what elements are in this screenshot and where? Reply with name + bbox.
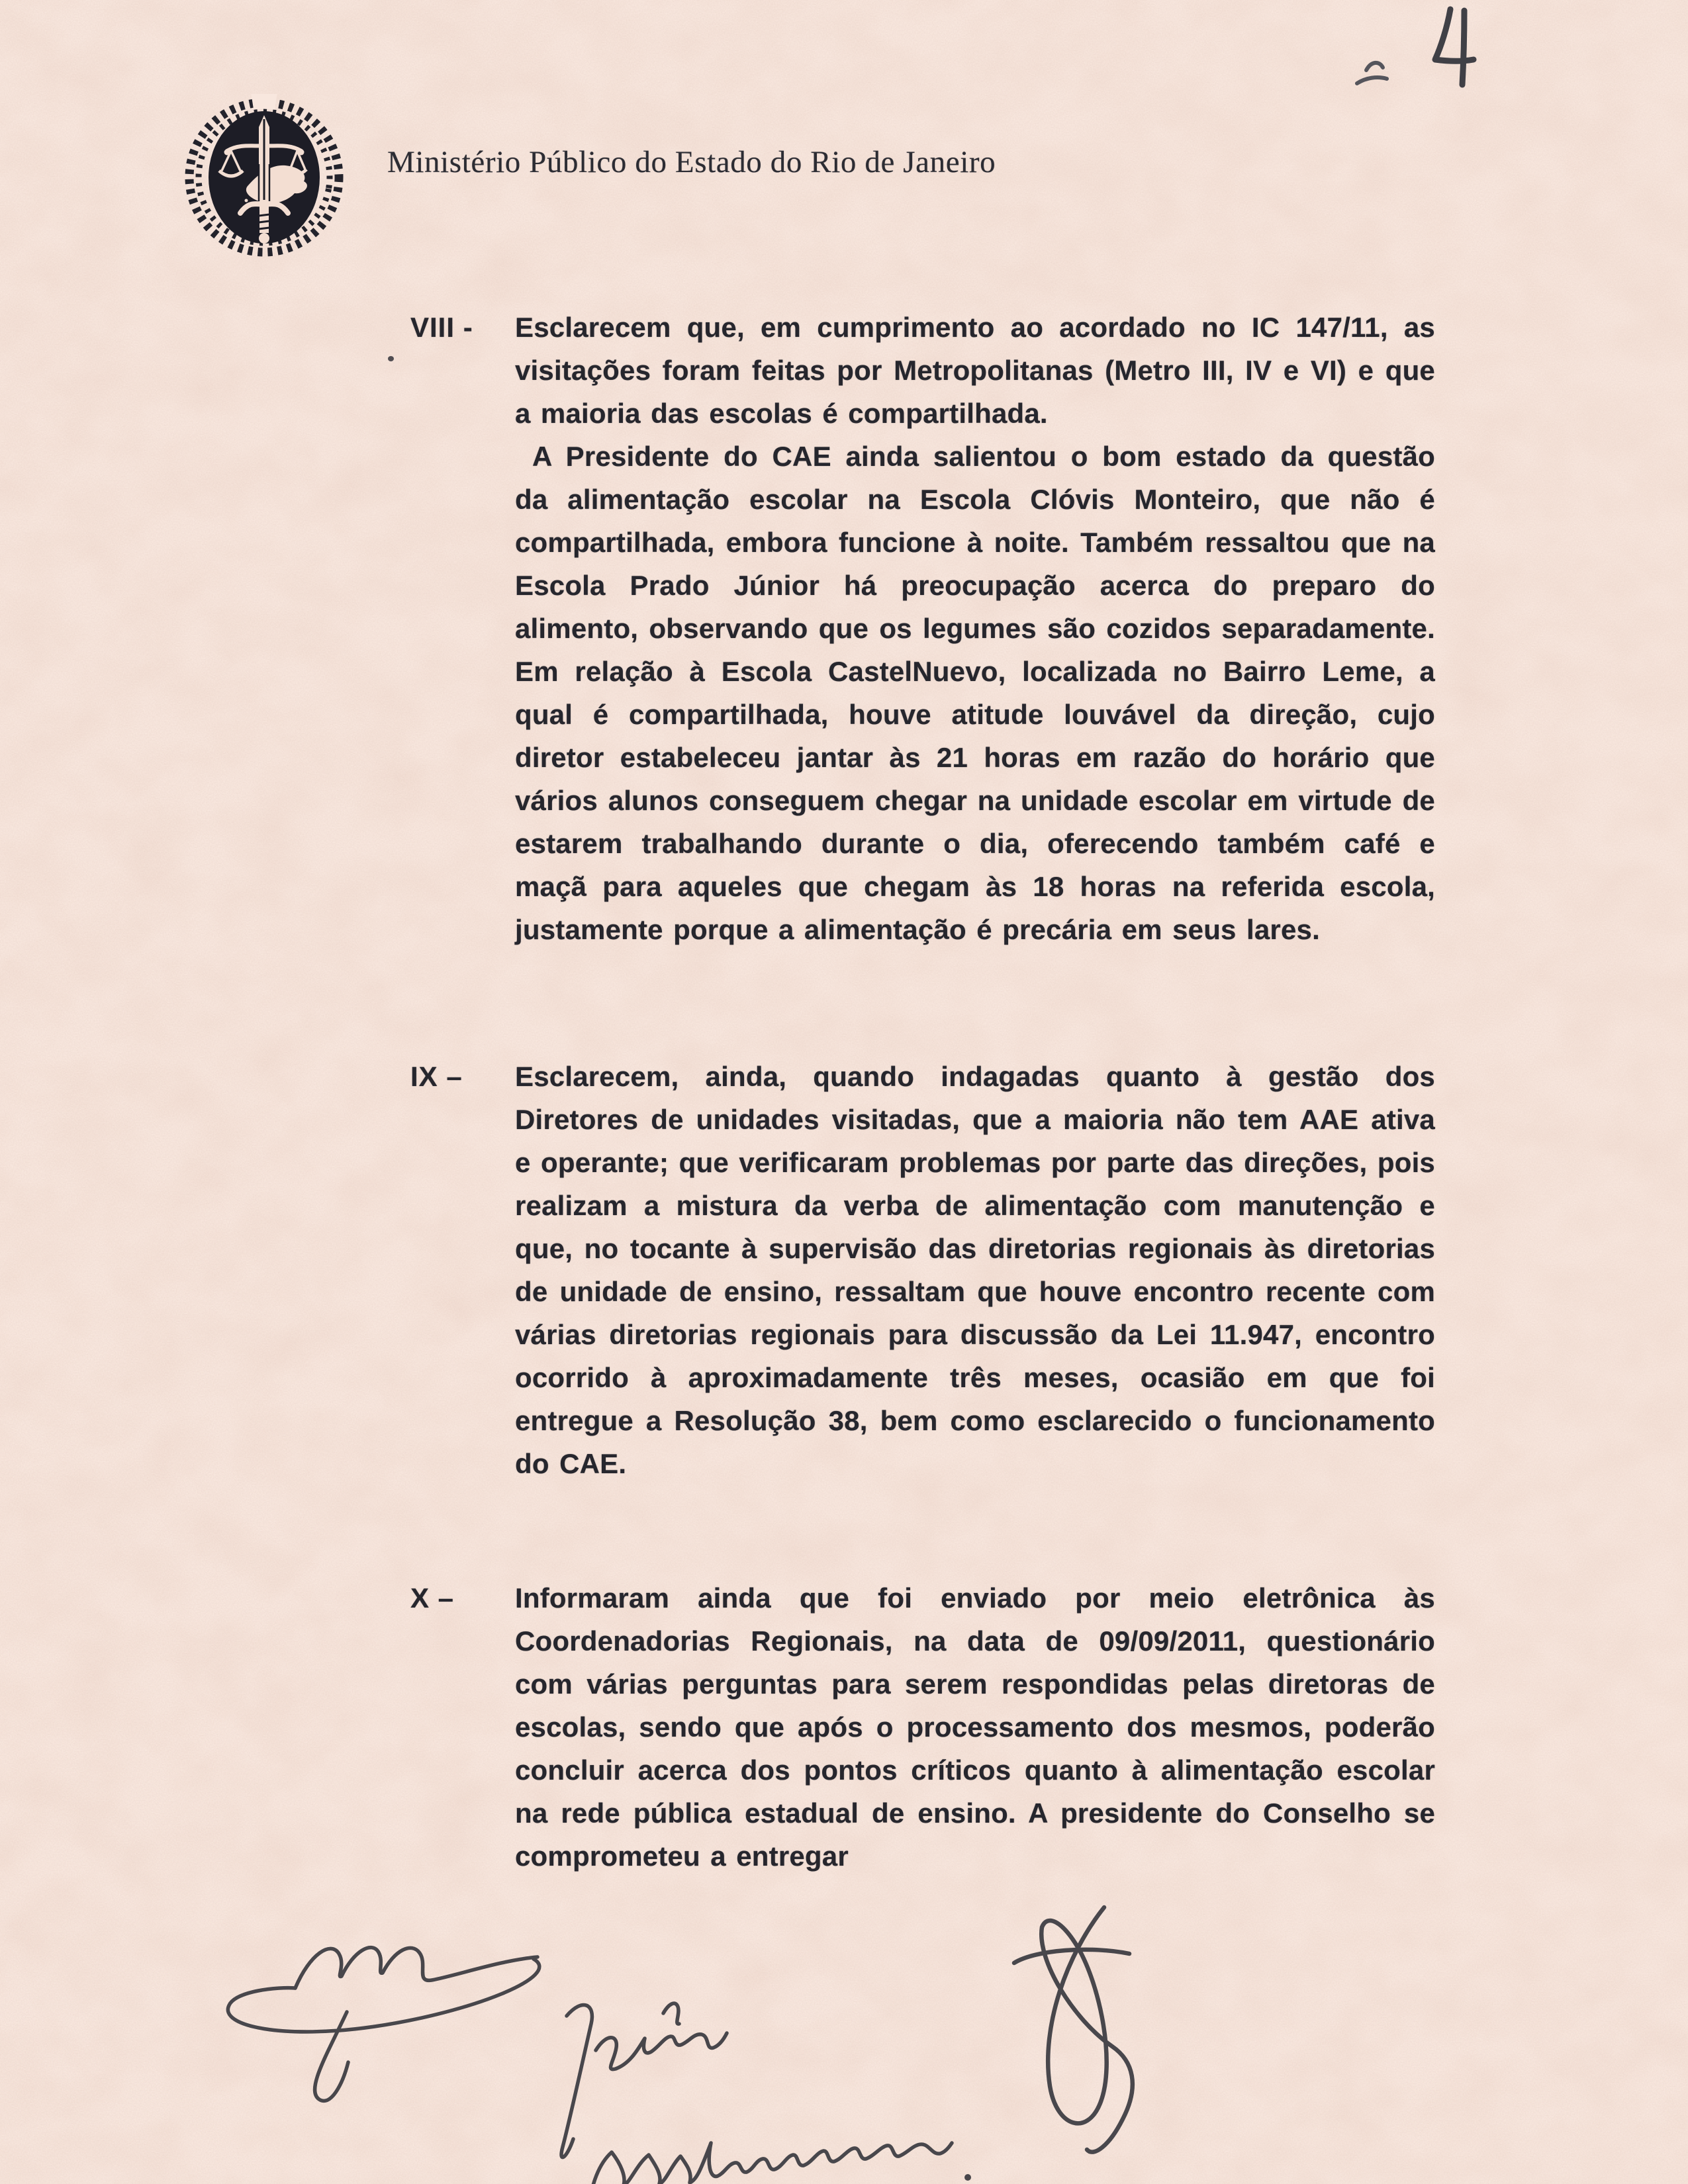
section-body	[515, 1576, 1435, 1878]
org-name: Ministério Público do Estado do Rio de Janeiro	[387, 145, 996, 179]
section-viii	[410, 306, 1435, 951]
section-x	[410, 1576, 1435, 1878]
mprj-seal-icon	[177, 94, 351, 261]
paragraph: Esclarecem, ainda, quando indagadas quanto à gestão dos Diretores de unidades visitadas, que a maioria não tem AAE ativa e operante; que verificaram problemas por parte das direções, pois realizam a mistura da verba de alimentação com manutenção e que, no tocante à supervisão das diretorias regionais às diretorias de unidade de ensino, ressaltam que houve encontro recente com várias diretorias regionais para discussão da Lei 11.947, encontro ocorrido à aproximadamente três meses, ocasião em que foi entregue a Resolução 38, bem como esclarecido o funcionamento do CAE.	[515, 1061, 1435, 1479]
paragraph: A Presidente do CAE ainda salientou o bom estado da questão da alimentação escolar na Escola Clóvis Monteiro, que não é compartilhada, embora funcione à noite. Também ressaltou que na Escola Prado Júnior há preocupação acerca do preparo do alimento, observando que os legumes são cozidos separadamente. Em relação à Escola CastelNuevo, localizada no Bairro Leme, a qual é compartilhada, houve atitude louvável da direção, cujo diretor estabeleceu jantar às 21 horas em razão do horário que vários alunos conseguem chegar na unidade escolar em virtude de estarem trabalhando durante o dia, oferecendo também café e maçã para aqueles que chegam às 18 horas na referida escola, justamente porque a alimentação é precária em seus lares.	[515, 441, 1435, 945]
paragraph: Esclarecem que, em cumprimento ao acordado no IC 147/11, as visitações foram feitas por Metropolitanas (Metro III, IV e VI) e que a maioria das escolas é compartilhada.	[515, 312, 1435, 429]
section-number: X –	[410, 1582, 455, 1614]
section-body	[515, 306, 1435, 951]
section-ix	[410, 1055, 1435, 1485]
section-number: IX –	[410, 1061, 463, 1092]
section-body	[515, 1055, 1435, 1485]
paragraph: Informaram ainda que foi enviado por meio eletrônica às Coordenadorias Regionais, na data de 09/09/2011, questionário com várias perguntas para serem respondidas pelas diretoras de escolas, sendo que após o processamento dos mesmos, poderão concluir acerca dos pontos críticos quanto à alimentação escolar na rede pública estadual de ensino. A presidente do Conselho se comprometeu a entregar	[515, 1582, 1435, 1872]
section-number: VIII -	[410, 312, 473, 343]
ink-speck	[388, 356, 394, 361]
